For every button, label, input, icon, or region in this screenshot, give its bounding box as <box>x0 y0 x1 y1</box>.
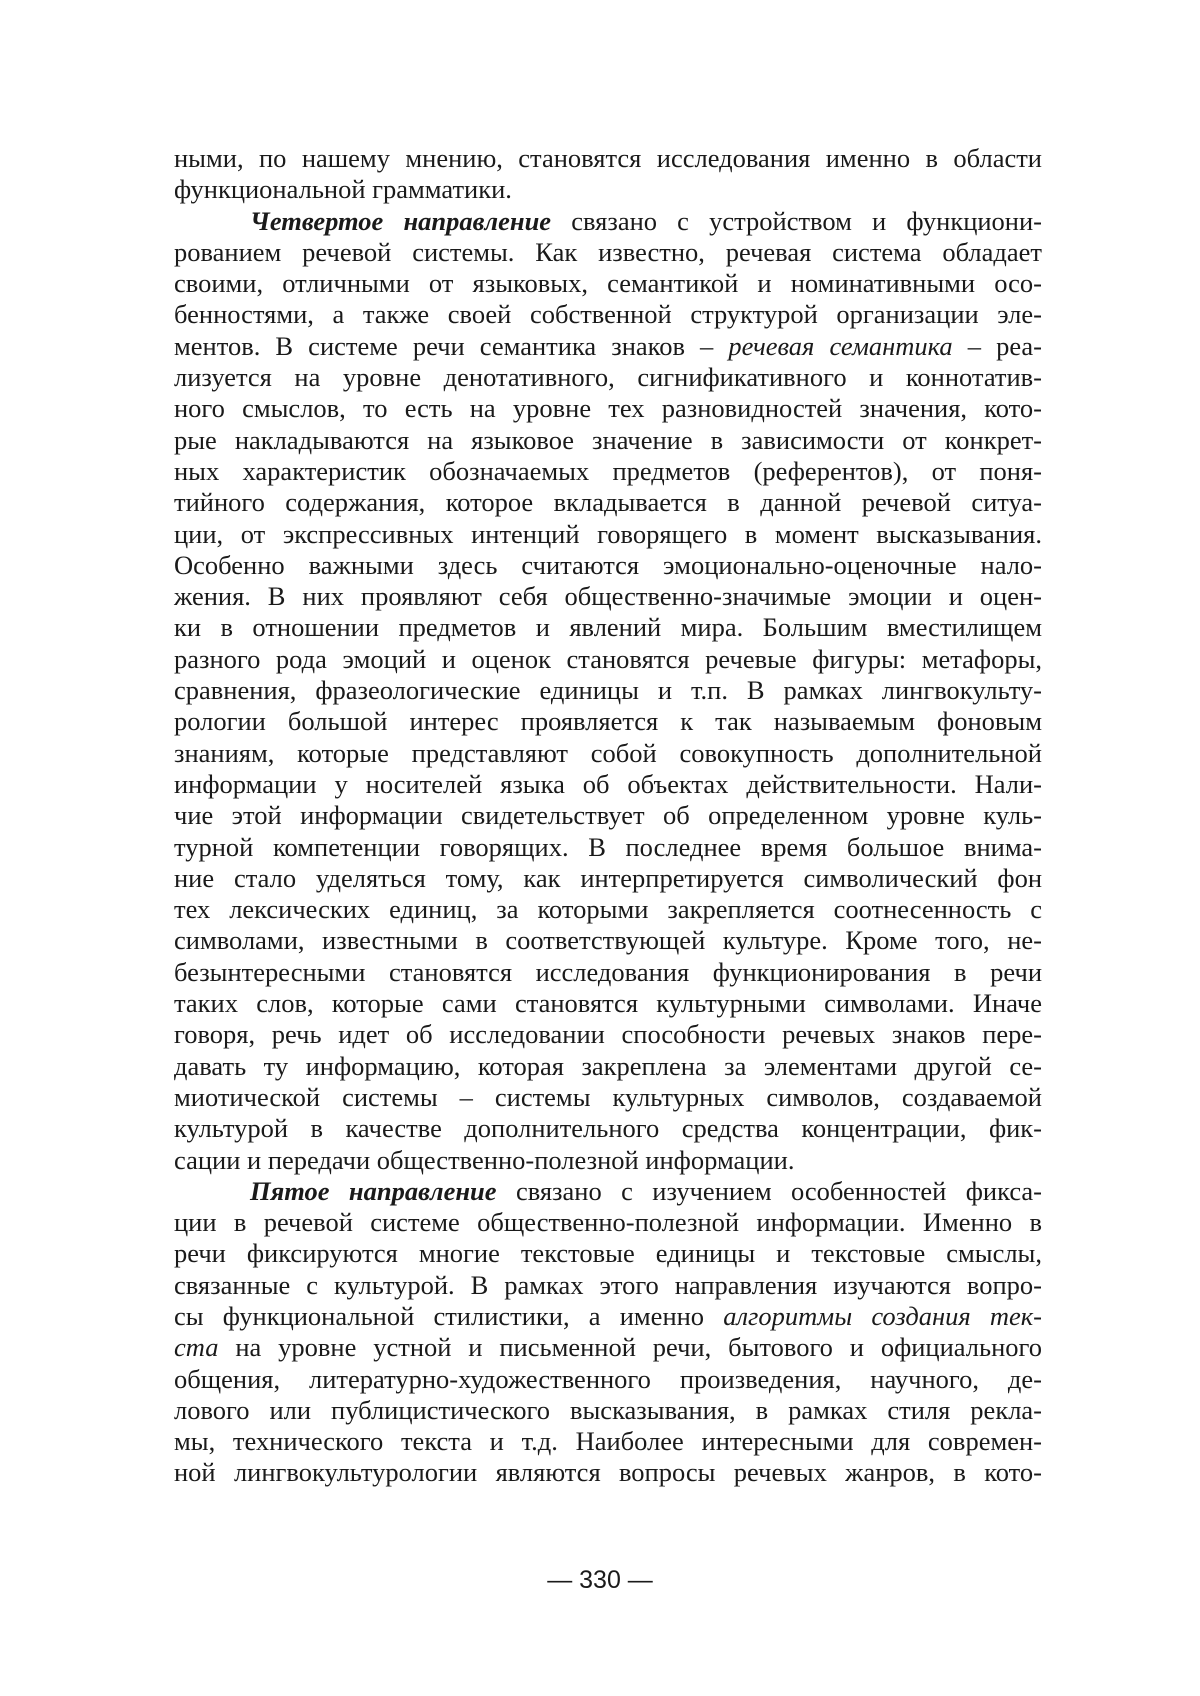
text-run: бенностями, а также своей собственной структурой организации эле- <box>174 299 1042 330</box>
text-run: давать ту информацию, которая закреплена за элементами другой се- <box>174 1050 1042 1081</box>
text-line <box>174 1426 1042 1457</box>
text-line <box>174 769 1042 800</box>
italic-term: ста <box>174 1332 219 1363</box>
text-run: своими, отличными от языковых, семантикой и номинативными осо- <box>174 268 1042 299</box>
text-line <box>174 581 1042 612</box>
text-line <box>174 268 1042 299</box>
text-line <box>174 425 1042 456</box>
body-text <box>174 143 1042 1489</box>
text-line <box>174 1113 1042 1144</box>
text-run: общения, литературно-художественного произведения, научного, де- <box>174 1363 1042 1394</box>
text-run: ции, от экспрессивных интенций говорящего в момент высказывания. <box>174 518 1042 549</box>
text-line <box>174 1270 1042 1301</box>
text-line <box>174 1332 1042 1363</box>
text-line <box>174 1082 1042 1113</box>
text-run: знаниям, которые представляют собой совокупность дополнительной <box>174 737 1042 768</box>
text-run: рованием речевой системы. Как известно, речевая система обладает <box>174 236 1042 267</box>
text-run: таких слов, которые сами становятся культурными символами. Иначе <box>174 988 1042 1019</box>
text-run: рологии большой интерес проявляется к так называемым фоновым <box>174 706 1042 737</box>
text-line <box>174 519 1042 550</box>
text-run: жения. В них проявляют себя общественно-значимые эмоции и оцен- <box>174 581 1042 612</box>
text-line <box>174 1207 1042 1238</box>
text-run: ние стало уделяться тому, как интерпретируется символический фон <box>174 862 1042 893</box>
text-line <box>174 675 1042 706</box>
text-run: связано с устройством и функциони- <box>551 205 1042 236</box>
text-run: мы, технического текста и т.д. Наиболее интересными для современ- <box>174 1426 1042 1457</box>
text-line <box>174 550 1042 581</box>
text-run: – реа- <box>952 330 1043 361</box>
text-run: лового или публицистического высказывания, в рамках стиля рекла- <box>174 1394 1042 1425</box>
text-run: речи фиксируются многие текстовые единицы и текстовые смыслы, <box>174 1238 1042 1269</box>
text-run: разного рода эмоций и оценок становятся речевые фигуры: метафоры, <box>174 643 1042 674</box>
text-run: ной лингвокультурологии являются вопросы речевых жанров, в кото- <box>174 1457 1042 1488</box>
text-line <box>174 362 1042 393</box>
text-line <box>174 612 1042 643</box>
text-line <box>174 1238 1042 1269</box>
text-line <box>174 206 1042 237</box>
text-run: на уровне устной и письменной речи, бытового и официального <box>218 1332 1042 1363</box>
text-run: ными, по нашему мнению, становятся исследования именно в области <box>174 143 1042 173</box>
text-line <box>174 1051 1042 1082</box>
text-run: Особенно важными здесь считаются эмоционально-оценочные нало- <box>174 549 1042 580</box>
text-run: лизуется на уровне денотативного, сигнификативного и коннотатив- <box>174 362 1042 393</box>
text-run: чие этой информации свидетельствует об определенном уровне куль- <box>174 800 1042 831</box>
text-run: функциональной грамматики. <box>174 174 512 205</box>
text-line <box>174 925 1042 956</box>
text-line <box>174 1395 1042 1426</box>
paragraph <box>174 1176 1042 1489</box>
text-run: сы функциональной стилистики, а именно <box>174 1300 724 1331</box>
text-run: ки в отношении предметов и явлений мира. Большим вместилищем <box>174 612 1042 643</box>
text-line <box>174 1301 1042 1332</box>
paragraph <box>174 206 1042 1176</box>
text-run: сации и передачи общественно-полезной информации. <box>174 1144 795 1175</box>
text-run: тех лексических единиц, за которыми закрепляется соотнесенность с <box>174 894 1042 925</box>
section-heading-inline: Четвертое направление <box>250 205 552 236</box>
text-line <box>174 738 1042 769</box>
text-line <box>174 456 1042 487</box>
text-line <box>174 237 1042 268</box>
text-line <box>174 644 1042 675</box>
text-line <box>174 174 1042 205</box>
text-line <box>174 988 1042 1019</box>
text-line <box>174 1019 1042 1050</box>
text-run: сравнения, фразеологические единицы и т.п. В рамках лингвокульту- <box>174 675 1042 706</box>
italic-term: речевая семантика <box>728 330 953 361</box>
text-line <box>174 957 1042 988</box>
text-line <box>174 143 1042 174</box>
text-line <box>174 1364 1042 1395</box>
text-run: ментов. В системе речи семантика знаков – <box>174 330 729 361</box>
text-line <box>174 1145 1042 1176</box>
text-line <box>174 800 1042 831</box>
text-run: связанные с культурой. В рамках этого направления изучаются вопро- <box>174 1269 1042 1300</box>
text-line <box>174 894 1042 925</box>
text-run: ного смыслов, то есть на уровне тех разновидностей значения, кото- <box>174 393 1042 424</box>
section-heading-inline: Пятое направление <box>250 1175 497 1206</box>
text-line <box>174 1176 1042 1207</box>
text-line <box>174 487 1042 518</box>
text-run: символами, известными в соответствующей культуре. Кроме того, не- <box>174 925 1042 956</box>
text-line <box>174 832 1042 863</box>
text-line <box>174 331 1042 362</box>
text-line <box>174 1457 1042 1488</box>
text-run: тийного содержания, которое вкладывается в данной речевой ситуа- <box>174 487 1042 518</box>
text-run: рые накладываются на языковое значение в зависимости от конкрет- <box>174 424 1042 455</box>
text-run: ции в речевой системе общественно-полезной информации. Именно в <box>174 1207 1042 1238</box>
text-run: безынтересными становятся исследования функционирования в речи <box>174 956 1042 987</box>
text-line <box>174 299 1042 330</box>
italic-term: алгоритмы создания тек- <box>723 1300 1042 1331</box>
text-run: ных характеристик обозначаемых предметов (референтов), от поня- <box>174 455 1042 486</box>
text-run: говоря, речь идет об исследовании способности речевых знаков пере- <box>174 1019 1042 1050</box>
text-line <box>174 393 1042 424</box>
text-run: миотической системы – системы культурных символов, создаваемой <box>174 1081 1042 1112</box>
page-number: — 330 — <box>547 1566 653 1594</box>
text-run: культурой в качестве дополнительного средства концентрации, фик- <box>174 1113 1042 1144</box>
paragraph <box>174 143 1042 206</box>
text-run: связано с изучением особенностей фикса- <box>496 1175 1042 1206</box>
text-line <box>174 863 1042 894</box>
text-line <box>174 706 1042 737</box>
text-run: турной компетенции говорящих. В последнее время большое внима- <box>174 831 1042 862</box>
text-run: информации у носителей языка об объектах действительности. Нали- <box>174 768 1042 799</box>
